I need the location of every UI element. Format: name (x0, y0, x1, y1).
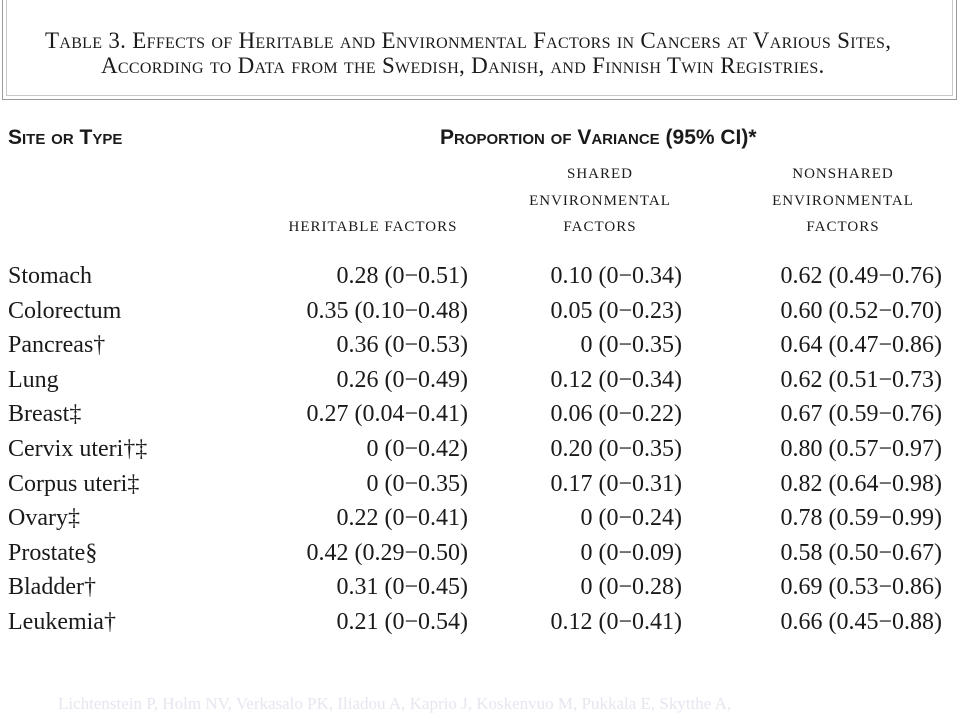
header-proportion-of-variance: Proportion of Variance (95% CI)* (440, 126, 757, 149)
shared-cell: 0.20 (0−0.35) (550, 435, 682, 462)
table-title-line-1: Table 3. Effects of Heritable and Environmental Factors in Cancers at Various Sites, (45, 28, 892, 53)
table-row (0, 471, 960, 506)
heritable-cell: 0.22 (0−0.41) (336, 505, 468, 532)
table-row (0, 401, 960, 436)
heritable-cell: 0.26 (0−0.49) (336, 366, 468, 393)
nonshared-cell: 0.62 (0.49−0.76) (780, 263, 942, 289)
heritable-cell: 0.42 (0.29−0.50) (306, 539, 468, 566)
nonshared-cell: 0.82 (0.64−0.98) (780, 470, 942, 497)
table-row (0, 263, 960, 298)
site-cell: Stomach (8, 263, 92, 289)
nonshared-cell: 0.58 (0.50−0.67) (780, 539, 942, 566)
shared-cell: 0.17 (0−0.31) (550, 470, 682, 497)
site-cell: Leukemia† (8, 608, 116, 635)
column-header-nonshared: NONSHARED ENVIRONMENTAL FACTORS (772, 166, 914, 235)
table-row (0, 332, 960, 367)
site-cell: Lung (8, 366, 59, 393)
table-body (0, 263, 960, 644)
nonshared-cell: 0.64 (0.47−0.86) (780, 332, 942, 359)
nonshared-cell: 0.62 (0.51−0.73) (780, 366, 942, 393)
site-cell: Cervix uteri†‡ (8, 435, 148, 462)
nonshared-cell: 0.67 (0.59−0.76) (780, 401, 942, 428)
column-header-shared: SHARED ENVIRONMENTAL FACTORS (529, 166, 671, 235)
header-site-or-type: Site or Type (8, 126, 123, 149)
site-cell: Ovary‡ (8, 505, 80, 532)
site-cell: Prostate§ (8, 539, 98, 566)
shared-cell: 0.12 (0−0.34) (550, 366, 682, 393)
shared-cell: 0.06 (0−0.22) (550, 401, 682, 428)
site-cell: Colorectum (8, 297, 122, 324)
site-cell: Breast‡ (8, 401, 82, 428)
citation-text: Lichtenstein P, Holm NV, Verkasalo PK, Iliadou A, Kaprio J, Koskenvuo M, Pukkala E, Skytthe A, (58, 694, 732, 713)
column-header-heritable: HERITABLE FACTORS (288, 219, 458, 235)
table-row (0, 298, 960, 333)
site-cell: Bladder† (8, 574, 96, 601)
table-row (0, 540, 960, 575)
site-cell: Corpus uteri‡ (8, 470, 140, 497)
shared-cell: 0 (0−0.09) (580, 539, 682, 566)
table-row (0, 367, 960, 402)
nonshared-cell: 0.80 (0.57−0.97) (780, 435, 942, 462)
table-row (0, 609, 960, 644)
shared-cell: 0.05 (0−0.23) (550, 297, 682, 324)
nonshared-cell: 0.66 (0.45−0.88) (780, 608, 942, 635)
shared-cell: 0 (0−0.35) (580, 332, 682, 359)
heritable-cell: 0 (0−0.42) (366, 435, 468, 462)
table-title-line-2: According to Data from the Swedish, Danish, and Finnish Twin Registries. (101, 53, 825, 78)
site-cell: Pancreas† (8, 332, 106, 359)
table-row (0, 436, 960, 471)
table-title-box (2, 0, 957, 100)
heritable-cell: 0.28 (0−0.51) (336, 263, 468, 289)
heritable-cell: 0.27 (0.04−0.41) (306, 401, 468, 428)
table-row (0, 505, 960, 540)
heritable-cell: 0.36 (0−0.53) (336, 332, 468, 359)
nonshared-cell: 0.78 (0.59−0.99) (780, 505, 942, 532)
heritable-cell: 0.21 (0−0.54) (336, 608, 468, 635)
shared-cell: 0 (0−0.28) (580, 574, 682, 601)
heritable-cell: 0 (0−0.35) (366, 470, 468, 497)
shared-cell: 0 (0−0.24) (580, 505, 682, 532)
table-row (0, 574, 960, 609)
nonshared-cell: 0.69 (0.53−0.86) (780, 574, 942, 601)
heritable-cell: 0.35 (0.10−0.48) (306, 297, 468, 324)
heritable-cell: 0.31 (0−0.45) (336, 574, 468, 601)
nonshared-cell: 0.60 (0.52−0.70) (780, 297, 942, 324)
shared-cell: 0.12 (0−0.41) (550, 608, 682, 635)
shared-cell: 0.10 (0−0.34) (550, 263, 682, 289)
